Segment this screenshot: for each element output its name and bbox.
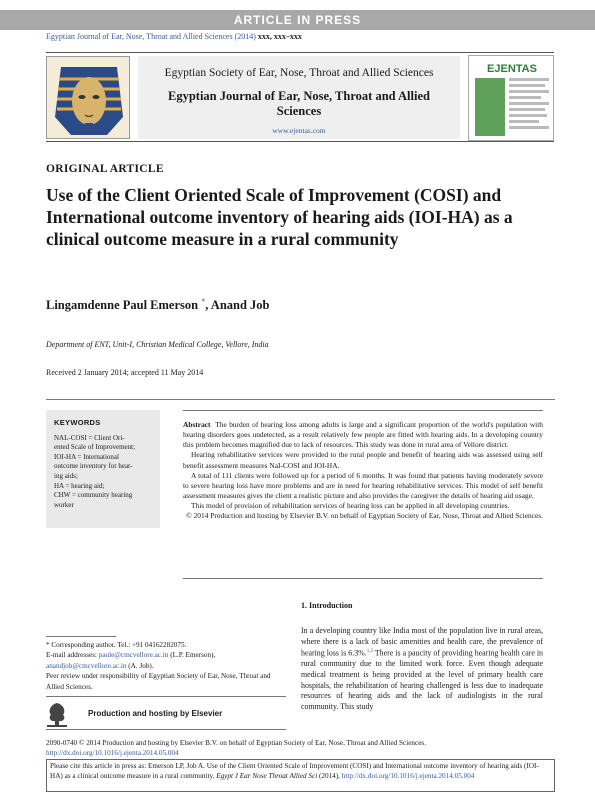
article-type-label: ORIGINAL ARTICLE [46,163,164,175]
corresponding-author-mark[interactable]: * [201,297,206,306]
article-in-press-banner: ARTICLE IN PRESS [0,10,595,30]
journal-citation-line [46,32,302,41]
intro-text-b: There is a paucity of providing hearing health care in rural community due to the limited work force. Even though adequate medical treatment is being provided at the level of primary health care hospitals, the rehabilitation of hearing challenged is less due to inadequate resources of hearing aids and the lack of audiologists in the rural community. This study [301,648,543,711]
citation-text: Please cite this article in press as: Emerson LP, Job A. Use of the Client Oriented Scale of Improvement (COSI) and International outcome inventory of hearing aids (IOI-HA) as a clinical outcome measure in a rural community. [50,762,539,780]
citation-reference-link[interactable]: 1,2 [366,649,373,655]
citation-journal: Egypt J Ear Nose Throat Allied Sci [216,772,318,780]
keyword-line: IOI-HA = International [54,452,119,461]
keyword-line: HA = hearing aid; [54,481,105,490]
journal-website-link[interactable]: www.ejentas.com [272,126,326,135]
society-name: Egyptian Society of Ear, Nose, Throat and Allied Sciences [164,67,434,79]
author-job: Anand Job [210,298,270,313]
keyword-line: NAL-COSI = Client Ori- [54,433,125,442]
abstract-copyright: © 2014 Production and hosting by Elsevier B.V. on behalf of Egyptian Society of Ear, Nose, Throat and Allied Sciences. [186,511,543,521]
keywords-box [46,410,160,528]
elsevier-production-box [46,696,286,730]
journal-title: Egyptian Journal of Ear, Nose, Throat and Allied Sciences [168,89,430,118]
author-separator: , [205,298,209,313]
email-label: E-mail addresses: [46,651,97,660]
email-line-2 [46,661,286,671]
journal-header-center [138,56,460,139]
cover-title-text: EJENTAS [487,63,537,75]
author-emerson: Lingamdenne Paul Emerson [46,298,199,313]
email-owner-job: (A. Job). [128,661,154,670]
keyword-line: CHW = community hearing [54,491,133,500]
keyword-line: ing aids; [54,471,78,480]
abstract-text-1: The burden of hearing loss among adults is large and a significant proportion of the world's population with hearing disorders goes undetected, as a result relatively few people are fitted with hearing aids. In a developing country this problem becomes magnified due to lack of resources. This study was done in rural area of Vellore district. [183,420,543,450]
pharaoh-mask-icon [47,57,130,139]
abstract-top-rule [183,410,543,411]
elsevier-tree-logo-icon [46,701,68,727]
citation-doi-link[interactable]: http://dx.doi.org/10.1016/j.ejenta.2014.05.004 [341,772,475,780]
journal-cover-image [469,56,554,141]
email-owner-emerson: (L.P. Emerson), [170,651,216,660]
abstract-heading: Abstract [183,420,211,429]
article-title: Use of the Client Oriented Scale of Improvement (COSI) and International outcome inventory of hearing aids (IOI-HA) as a clinical outcome measure in a rural community [46,185,513,249]
keyword-line: ented Scale of Improvement; [54,443,136,452]
abstract-paragraph-4: This model of provision of rehabilitation services of hearing loss can be applied in all developing countries. [191,501,510,511]
abstract-paragraph-1 [183,420,543,450]
corresponding-author-note: * Corresponding author. Tel.: +91 04162282075. [46,641,187,649]
email-line-1 [46,650,286,660]
section-divider [46,399,555,400]
citation-year: (2014), [319,772,340,780]
footnote-rule [46,636,116,637]
intro-text-a: In a developing country like India most of the population live in rural areas, where there is a lack of basic amenities and health care, the prevalence of hearing loss is 6.3%. [301,626,543,658]
journal-citation-pages: xxx, xxx–xxx [257,32,302,41]
abstract-paragraph-3: A total of 111 clients were followed up for a period of 6 months. It was found that patients having moderately severe to severe hearing loss have more problems and are in need for hearing rehabilitative services. This model of self benefit assessment measures gives the client a realistic picture and also provides the caregiver the details of hearing aid usage. [183,470,543,501]
keyword-line: outcome inventory for hear- [54,462,133,471]
society-logo [46,56,130,139]
keywords-heading: KEYWORDS [54,418,101,427]
author-footnote [46,640,286,692]
doi-link[interactable]: http://dx.doi.org/10.1016/j.ejenta.2014.05.004 [46,749,179,757]
abstract-section [183,420,543,522]
keyword-line: worker [54,500,74,509]
received-dates: Received 2 January 2014; accepted 11 May 2014 [46,368,204,377]
issn-copyright-line: 2090-0740 © 2014 Production and hosting by Elsevier B.V. on behalf of Egyptian Society of Ear, Nose, Throat and Allied Sciences. [46,739,426,747]
introduction-text [301,626,543,712]
introduction-heading: 1. Introduction [301,601,353,610]
email-link-emerson[interactable]: paule@cmcvellore.ac.in [98,651,169,660]
peer-review-note: Peer review under responsibility of Egyptian Society of Ear, Nose, Throat and Allied Sciences. [46,672,271,691]
abstract-paragraph-2: Hearing rehabilitative services were provided to the rural people and benefit of hearing aids was assessed using self benefit assessment measures NaI-COSI and IOI-HA. [183,450,543,470]
journal-citation-prefix: Egyptian Journal of Ear, Nose, Throat and Allied Sciences (2014) [46,32,256,41]
elsevier-production-text: Production and hosting by Elsevier [88,709,223,718]
email-link-job[interactable]: anandjob@cmcvellore.ac.in [46,661,127,670]
journal-header [46,52,554,142]
journal-cover-thumbnail [468,55,554,141]
issn-block [46,738,426,758]
author-line [46,297,270,313]
abstract-bottom-rule [183,578,543,579]
author-affiliation: Department of ENT, Unit-I, Christian Medical College, Vellore, India [46,340,269,349]
citation-box [46,759,555,792]
